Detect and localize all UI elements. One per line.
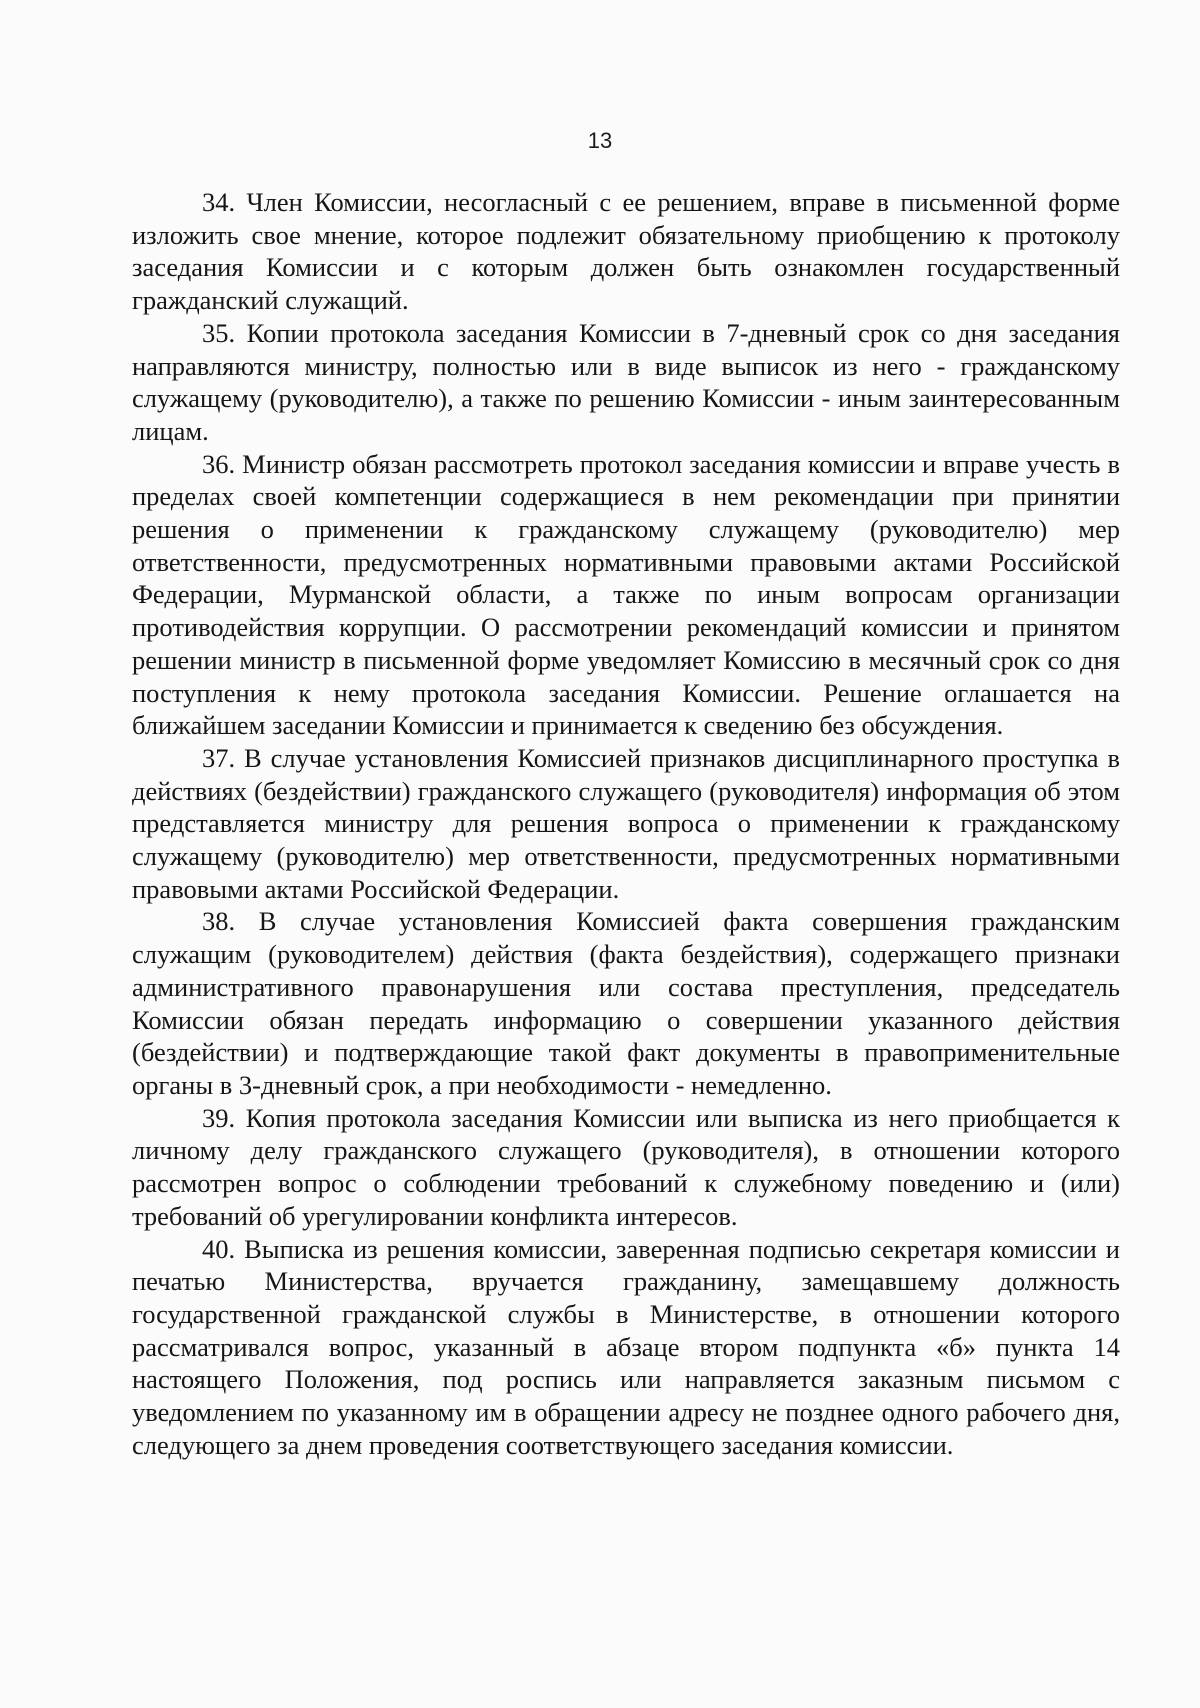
paragraph-40: 40. Выписка из решения комиссии, заверенная подписью секретаря комиссии и печатью Министерства, вручается гражданину, замещавшему должность государственной гражданской службы в Министерстве, в отношении которого рассматривался вопрос, указанный в абзаце втором подпункта «б» пункта 14 настоящего Положения, под роспись или направляется заказным письмом с уведомлением по указанному им в обращении адресу не позднее одного рабочего дня, следующего за днем проведения соответствующего заседания комиссии.: [132, 1233, 1120, 1460]
paragraph-34: 34. Член Комиссии, несогласный с ее решением, вправе в письменной форме изложить свое мнение, которое подлежит обязательному приобщению к протоколу заседания Комиссии и с которым должен быть ознакомлен государственный гражданский служащий.: [132, 187, 1120, 316]
page-number: 13: [587, 128, 613, 153]
paragraph-38: 38. В случае установления Комиссией факта совершения гражданским служащим (руководителем) действия (факта бездействия), содержащего признаки административного правонарушения или состава преступления, председатель Комиссии обязан передать информацию о совершении указанного действия (бездействии) и подтверждающие такой факт документы в правоприменительные органы в 3-дневный срок, а при необходимости - немедленно.: [132, 906, 1120, 1100]
paragraph-39: 39. Копия протокола заседания Комиссии или выписка из него приобщается к личному делу гражданского служащего (руководителя), в отношении которого рассмотрен вопрос о соблюдении требований к служебному поведению и (или) требований об урегулировании конфликта интересов.: [132, 1102, 1120, 1231]
paragraph-35: 35. Копии протокола заседания Комиссии в 7-дневный срок со дня заседания направляются министру, полностью или в виде выписок из него - гражданскому служащему (руководителю), а также по решению Комиссии - иным заинтересованным лицам.: [132, 317, 1120, 446]
paragraph-37: 37. В случае установления Комиссией признаков дисциплинарного проступка в действиях (бездействии) гражданского служащего (руководителя) информация об этом представляется министру для решения вопроса о применении к гражданскому служащему (руководителю) мер ответственности, предусмотренных нормативными правовыми актами Российской Федерации.: [132, 742, 1120, 904]
document-body: [132, 186, 1120, 1461]
paragraph-36: 36. Министр обязан рассмотреть протокол заседания комиссии и вправе учесть в пределах своей компетенции содержащиеся в нем рекомендации при принятии решения о применении к гражданскому служащему (руководителю) мер ответственности, предусмотренных нормативными правовыми актами Российской Федерации, Мурманской области, а также по иным вопросам организации противодействия коррупции. О рассмотрении рекомендаций комиссии и принятом решении министр в письменной форме уведомляет Комиссию в месячный срок со дня поступления к нему протокола заседания Комиссии. Решение оглашается на ближайшем заседании Комиссии и принимается к сведению без обсуждения.: [132, 448, 1120, 741]
